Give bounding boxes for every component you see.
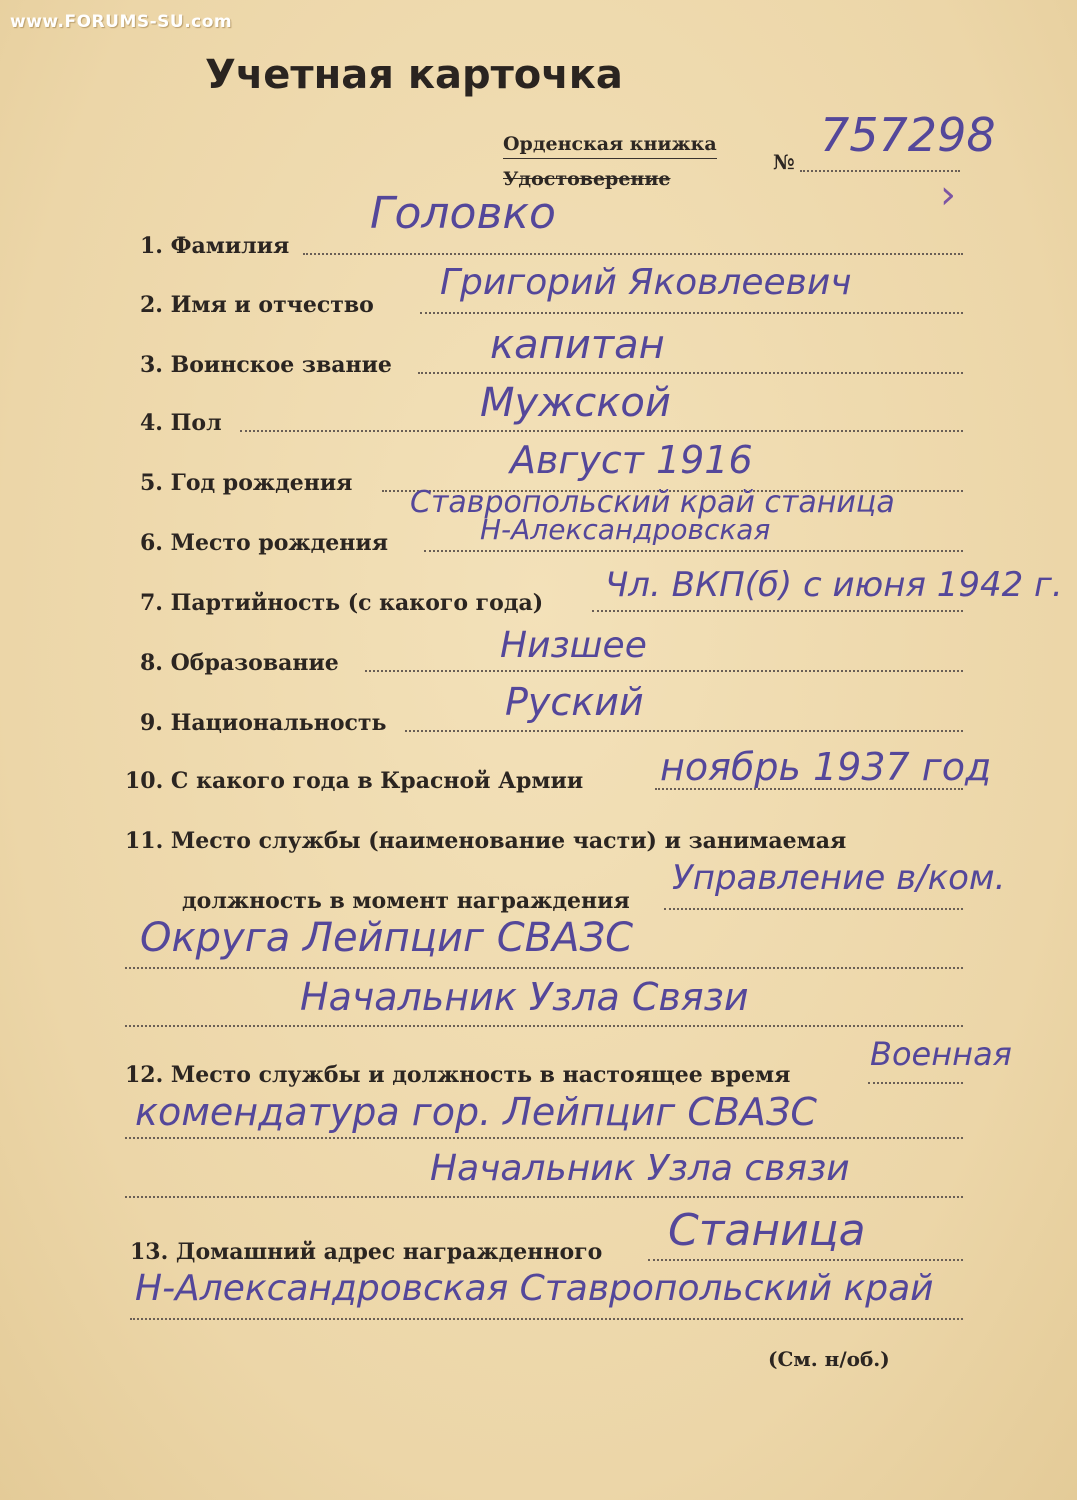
- number-sign: №: [773, 150, 795, 174]
- field-11-value-2: Округа Лейпциг СВАЗС: [140, 915, 634, 961]
- field-8-label: 8. Образование: [140, 650, 339, 676]
- field-5-value: Август 1916: [510, 438, 753, 482]
- field-6-value-2: Н-Александровская: [480, 513, 771, 546]
- field-11-value-3: Начальник Узла Связи: [300, 975, 749, 1019]
- field-6-line: [424, 550, 963, 552]
- field-2-value: Григорий Яковлеевич: [440, 262, 852, 303]
- field-1-label: 1. Фамилия: [140, 233, 290, 259]
- field-11-line: [664, 908, 963, 910]
- field-7-line: [592, 610, 963, 612]
- field-10-label: 10. С какого года в Красной Армии: [125, 768, 584, 794]
- field-12-label: 12. Место службы и должность в настоящее время: [125, 1062, 791, 1088]
- doc-type: Орденская книжка: [503, 133, 717, 159]
- field-3-value: капитан: [490, 322, 665, 368]
- field-6-value: Ставропольский край станица: [410, 485, 895, 520]
- see-reverse-note: (См. н/об.): [768, 1347, 890, 1371]
- field-2-line: [420, 312, 963, 314]
- order-book-number: 757298: [820, 108, 996, 162]
- field-2-label: 2. Имя и отчество: [140, 292, 374, 318]
- field-13-line: [648, 1259, 963, 1261]
- field-4-value: Мужской: [480, 380, 671, 426]
- field-3-line: [418, 372, 963, 374]
- field-8-line: [365, 670, 963, 672]
- field-11-line-2: [125, 967, 963, 969]
- watermark: www.FORUMS-SU.com: [10, 12, 233, 32]
- ink-mark: ›: [940, 172, 956, 218]
- field-13-label: 13. Домашний адрес награжденного: [130, 1239, 603, 1265]
- field-5-label: 5. Год рождения: [140, 470, 353, 496]
- field-4-label: 4. Пол: [140, 410, 222, 436]
- field-3-label: 3. Воинское звание: [140, 352, 392, 378]
- field-9-line: [405, 730, 963, 732]
- field-8-value: Низшее: [500, 625, 647, 666]
- field-12-line-3: [125, 1196, 963, 1198]
- field-12-value-3: Начальник Узла связи: [430, 1148, 850, 1189]
- field-11-line-3: [125, 1025, 963, 1027]
- field-4-line: [240, 430, 963, 432]
- field-12-line-2: [125, 1137, 963, 1139]
- field-11-label: 11. Место службы (наименование части) и занимаемая: [125, 828, 847, 854]
- field-12-line: [868, 1082, 963, 1084]
- field-11-label-2: должность в момент награждения: [182, 888, 630, 914]
- field-7-value: Чл. ВКП(б) с июня 1942 г.: [605, 565, 1063, 605]
- field-9-value: Руский: [505, 680, 644, 724]
- doc-type-struck: Удостоверение: [503, 168, 671, 190]
- number-line: [800, 170, 960, 172]
- field-13-value: Станица: [668, 1205, 866, 1256]
- field-10-value: ноябрь 1937 год: [660, 745, 992, 789]
- field-7-label: 7. Партийность (с какого года): [140, 590, 544, 616]
- field-13-value-2: Н-Александровская Ставропольский край: [135, 1268, 934, 1309]
- field-1-line: [303, 253, 963, 255]
- field-6-label: 6. Место рождения: [140, 530, 388, 556]
- field-13-line-2: [130, 1318, 963, 1320]
- field-12-value: Военная: [870, 1035, 1012, 1073]
- field-11-value: Управление в/ком.: [672, 858, 1006, 898]
- card-title: Учетная карточка: [205, 52, 623, 98]
- field-9-label: 9. Национальность: [140, 710, 387, 736]
- field-1-value: Головко: [370, 188, 556, 239]
- field-12-value-2: комендатура гор. Лейпциг СВАЗС: [135, 1090, 817, 1134]
